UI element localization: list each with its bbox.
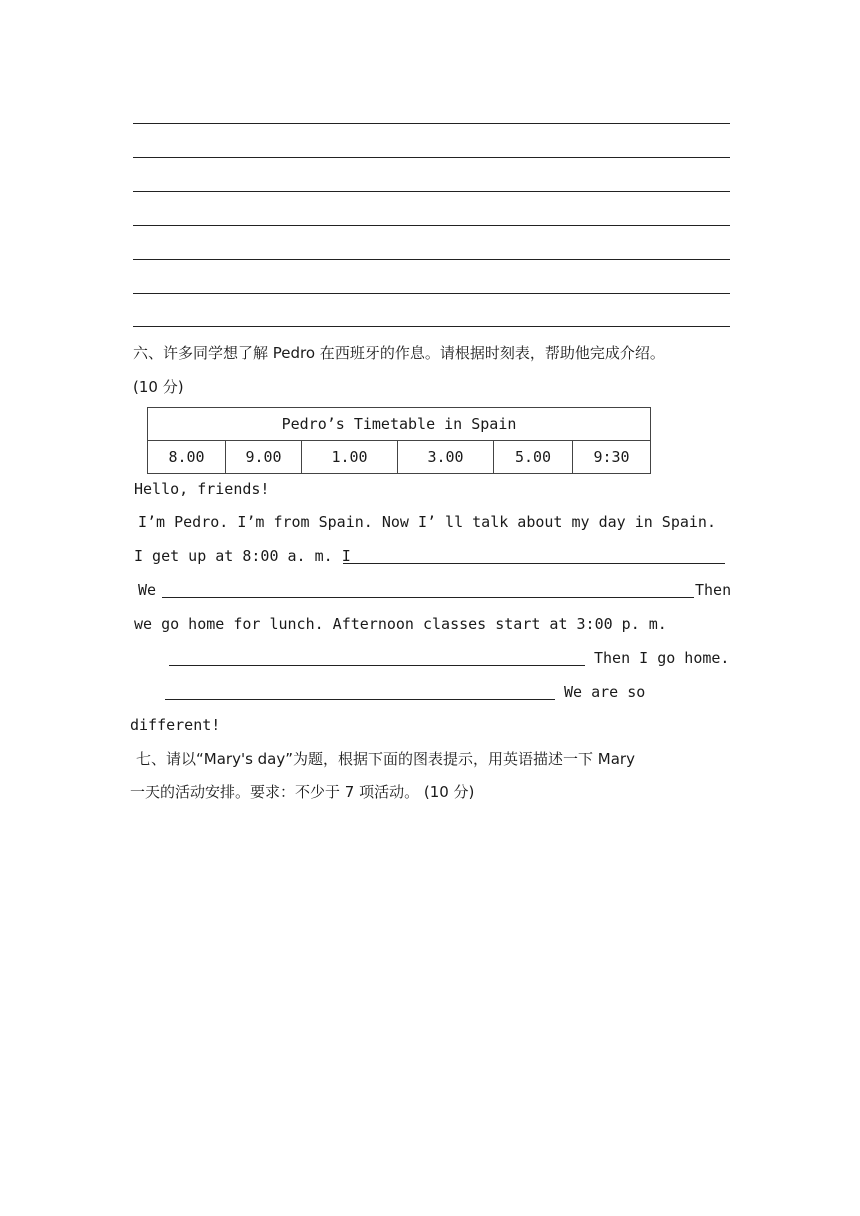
passage-line-4-start: We [138,581,157,599]
passage-greeting: Hello, friends! [134,480,270,498]
answer-blank[interactable] [165,699,555,700]
writing-line[interactable] [133,157,730,158]
writing-line[interactable] [133,259,730,260]
answer-blank[interactable] [162,597,694,598]
passage-intro: I’m Pedro. I’m from Spain. Now I’ ll talk about my day in Spain. [138,513,716,531]
answer-blank[interactable] [169,665,585,666]
writing-line[interactable] [133,326,730,327]
timetable [147,407,651,474]
timetable-cell: 5.00 [494,441,573,474]
section-6-points: (10 分) [133,378,184,396]
timetable-cell: 9.00 [226,441,302,474]
passage-line-5: we go home for lunch. Afternoon classes start at 3:00 p. m. [134,615,667,633]
passage-line-7-end: We are so [564,683,646,701]
passage-line-3: I get up at 8:00 a. m. I [134,547,351,565]
section-7-line-2: 一天的活动安排。要求：不少于 7 项活动。 (10 分) [130,783,475,801]
timetable-cell: 9:30 [573,441,651,474]
writing-line[interactable] [133,123,730,124]
passage-line-8: different! [130,716,221,734]
timetable-cell: 8.00 [148,441,226,474]
section-7-line-1: 七、请以“Mary's day”为题，根据下面的图表提示，用英语描述一下 Mary [136,750,635,768]
writing-line[interactable] [133,225,730,226]
passage-line-6-end: Then I go home. [594,649,730,667]
timetable-row [148,441,651,474]
passage-line-4-end: Then [695,581,732,599]
answer-blank[interactable] [343,563,725,564]
section-6-heading: 六、许多同学想了解 Pedro 在西班牙的作息。请根据时刻表，帮助他完成介绍。 [133,344,665,362]
timetable-cell: 1.00 [302,441,398,474]
writing-line[interactable] [133,293,730,294]
timetable-cell: 3.00 [398,441,494,474]
timetable-title: Pedro’s Timetable in Spain [148,408,651,441]
writing-line[interactable] [133,191,730,192]
